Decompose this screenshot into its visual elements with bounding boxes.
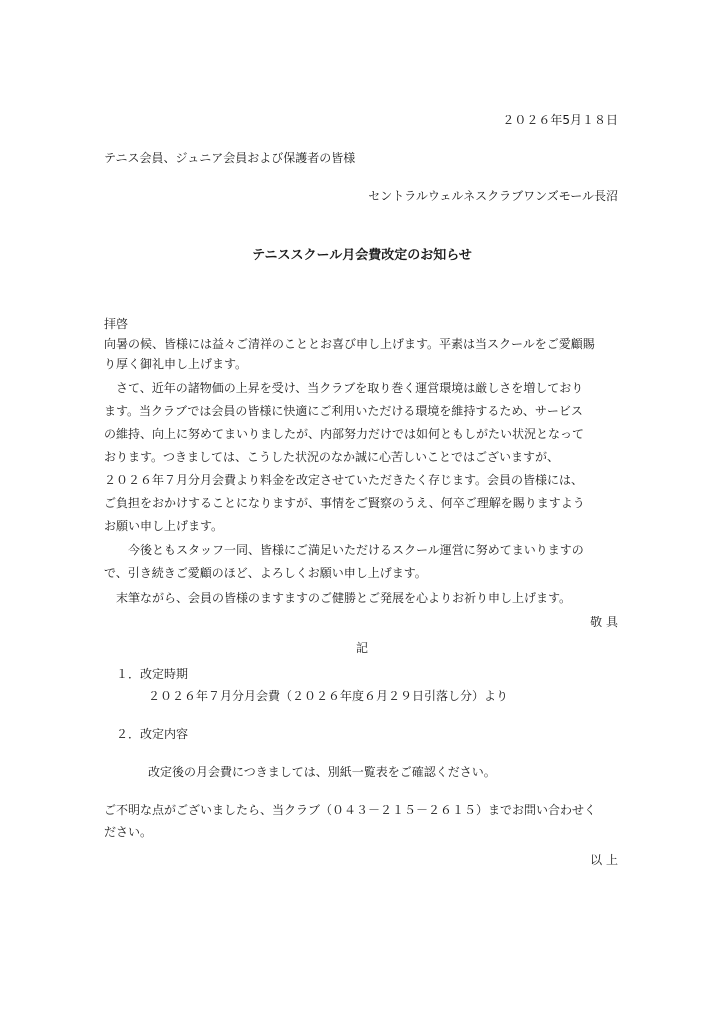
letter-title: テニススクール月会費改定のお知らせ [252, 248, 472, 263]
closing-keigu: 敬 具 [590, 615, 618, 629]
item-1-body: ２０２６年７月分月会費（２０２６年度６月２９日引落し分）より [148, 689, 509, 703]
item-2-body: 改定後の月会費につきましては、別紙一覧表をご確認ください。 [148, 765, 496, 779]
letter-date: ２０２６年5月１８日 [502, 113, 618, 127]
paragraph-1-line-2: り厚く御礼申し上げます。 [104, 357, 248, 371]
paragraph-2-line-2: ます。当クラブでは会員の皆様に快適にご利用いただける環境を維持するため、サービス [104, 404, 583, 418]
paragraph-2-line-7: お願い申し上げます。 [104, 519, 224, 533]
paragraph-3-line-1: 今後ともスタッフ一同、皆様にご満足いただけるスクール運営に努めてまいりますの [104, 543, 584, 557]
closing-ijou: 以 上 [590, 853, 618, 867]
paragraph-2-line-1: さて、近年の諸物価の上昇を受け、当クラブを取り巻く運営環境は厳しさを増しており [104, 381, 584, 395]
contact-line-2: ださい。 [104, 825, 153, 839]
item-2-heading: ２．改定内容 [116, 727, 189, 741]
contact-line-1: ご不明な点がございましたら、当クラブ（０４３－２１５－２６１５）までお問い合わせく [104, 803, 597, 817]
paragraph-4: 末筆ながら、会員の皆様のますますのご健勝とご発展を心よりお祈り申し上げます。 [104, 591, 572, 605]
ki-heading: 記 [355, 641, 368, 655]
item-1-heading: １．改定時期 [116, 667, 189, 681]
paragraph-2-line-4: おります。つきましては、こうした状況のなか誠に心苦しいことではございますが、 [104, 450, 560, 464]
opening-salutation: 拝啓 [104, 317, 129, 331]
paragraph-3-line-2: で、引き続きご愛顧のほど、よろしくお願い申し上げます。 [104, 566, 427, 580]
sender: セントラルウェルネスクラブワンズモール長沼 [368, 189, 618, 203]
recipient: テニス会員、ジュニア会員および保護者の皆様 [104, 151, 356, 165]
paragraph-2-line-3: の維持、向上に努めてまいりましたが、内部努力だけでは如何ともしがたい状況となって [104, 427, 585, 441]
paragraph-1-line-1: 向暑の候、皆様には益々ご清祥のこととお喜び申し上げます。平素は当スクールをご愛顧賜 [104, 337, 595, 351]
paragraph-2-line-6: ご負担をおかけすることになりますが、事情をご賢察のうえ、何卒ご理解を賜りますよう [104, 496, 585, 510]
paragraph-2-line-5: ２０２６年７月分月会費より料金を改定させていただきたく存じます。会員の皆様には、 [104, 473, 584, 487]
